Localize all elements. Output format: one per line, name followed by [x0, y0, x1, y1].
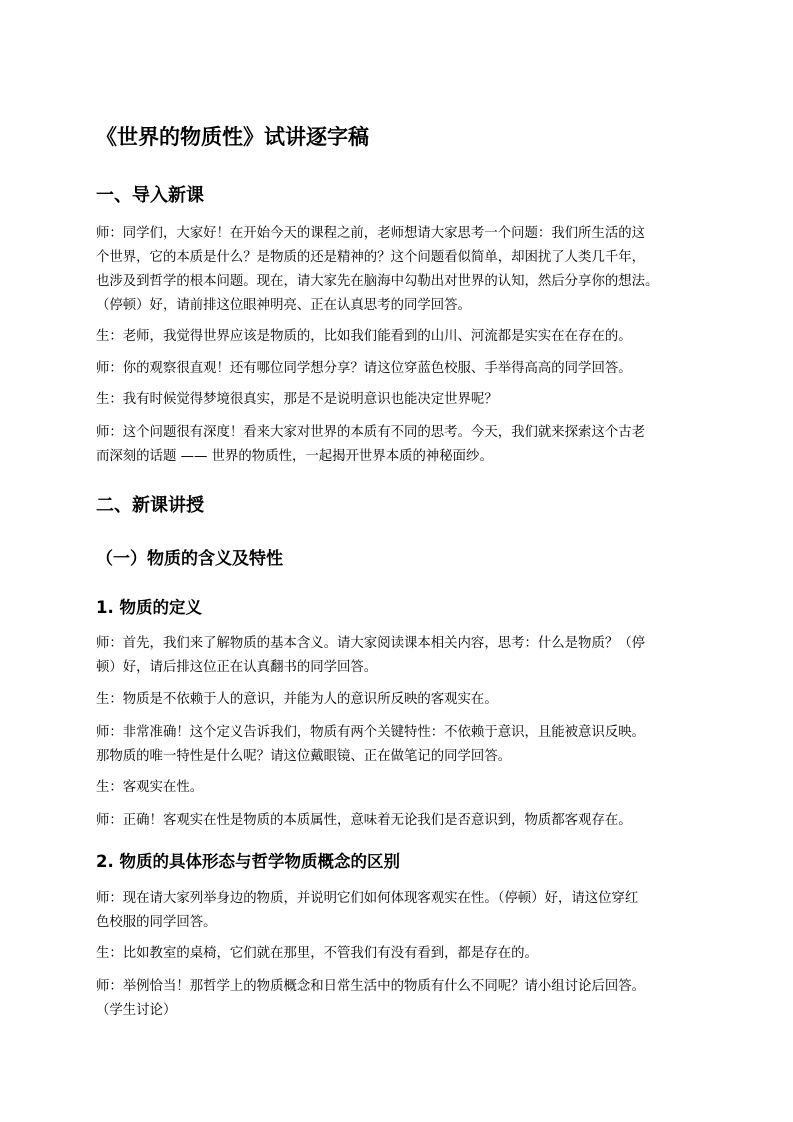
paragraph: 师：非常准确！这个定义告诉我们，物质有两个关键特性：不依赖于意识，且能被意识反映。 那物质的唯一特性是什么呢？请这位戴眼镜、正在做笔记的同学回答。: [96, 725, 646, 764]
paragraph: 师：首先，我们来了解物质的基本含义。请大家阅读课本相关内容，思考：什么是物质？（停 顿）好，请后排这位正在认真翻书的同学回答。: [96, 636, 646, 675]
part-1-heading: 1. 物质的定义: [96, 598, 202, 617]
paragraph: 师：同学们，大家好！在开始今天的课程之前，老师想请大家思考一个问题：我们所生活的这 个世界，它的本质是什么？是物质的还是精神的？这个问题看似简单，却困扰了人类几千年， 也涉及到哲学的根本问题。现在，请大家先在脑海中勾勒出对世界的认知，然后分享你的想法。 （停顿）好，请前排这位眼神明亮、正在认真思考的同学回答。: [96, 226, 659, 313]
paragraph: 师：举例恰当！那哲学上的物质概念和日常生活中的物质有什么不同呢？请小组讨论后回答。 （学生讨论）: [96, 979, 646, 1018]
subsection-heading: （一）物质的含义及特性: [96, 549, 283, 569]
part-2-heading: 2. 物质的具体形态与哲学物质概念的区别: [96, 852, 400, 871]
paragraph: 生：我有时候觉得梦境很真实，那是不是说明意识也能决定世界呢？: [96, 392, 498, 407]
paragraph: 师：正确！客观实在性是物质的本质属性，意味着无论我们是否意识到，物质都客观存在。: [96, 813, 632, 828]
section-1-heading: 一、导入新课: [96, 185, 204, 206]
paragraph: 师：这个问题很有深度！看来大家对世界的本质有不同的思考。今天，我们就来探索这个古老 而深刻的话题 —— 世界的物质性，一起揭开世界本质的神秘面纱。: [96, 425, 646, 464]
paragraph: 生：老师，我觉得世界应该是物质的，比如我们能看到的山川、河流都是实实在在存在的。: [96, 329, 632, 344]
paragraph: 师：你的观察很直观！还有哪位同学想分享？请这位穿蓝色校服、手举得高高的同学回答。: [96, 361, 632, 376]
section-2-heading: 二、新课讲授: [96, 495, 204, 516]
paragraph: 生：客观实在性。: [96, 780, 204, 795]
paragraph: 师：现在请大家列举身边的物质，并说明它们如何体现客观实在性。（停顿）好，请这位穿红 色校服的同学回答。: [96, 891, 639, 930]
document-title: 《世界的物质性》试讲逐字稿: [96, 125, 369, 149]
paragraph: 生：比如教室的桌椅，它们就在那里，不管我们有没有看到，都是存在的。: [96, 946, 538, 961]
paragraph: 生：物质是不依赖于人的意识，并能为人的意识所反映的客观实在。: [96, 692, 498, 707]
